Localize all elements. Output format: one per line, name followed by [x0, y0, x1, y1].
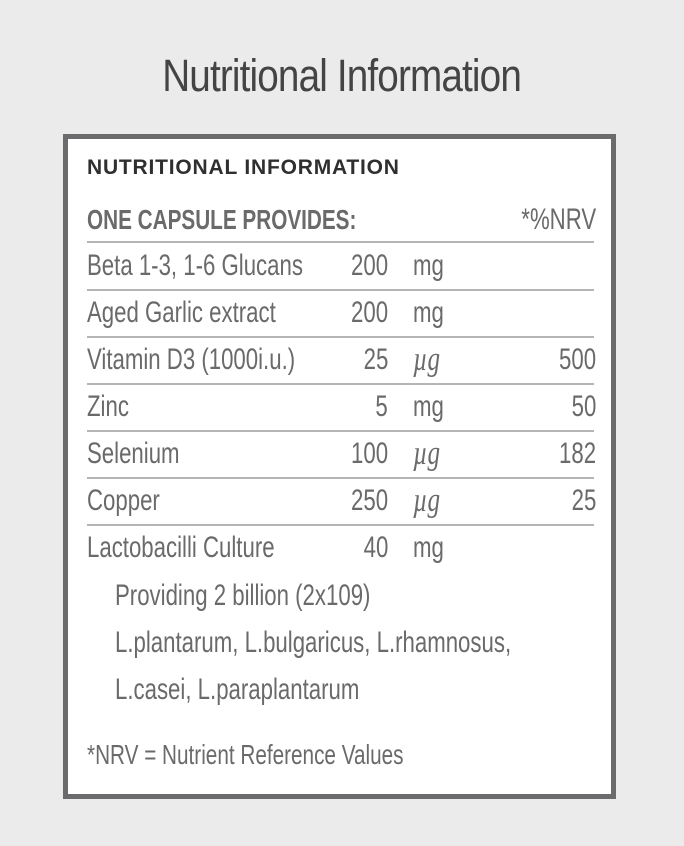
- table-row: [87, 431, 594, 479]
- page-title: [0, 50, 684, 102]
- nutrient-amount: 25: [363, 343, 388, 376]
- serving-subheading: ONE CAPSULE PROVIDES:: [87, 204, 357, 235]
- nutrition-panel: [63, 134, 616, 799]
- nutrient-name: Beta 1-3, 1-6 Glucans: [87, 249, 303, 282]
- nutrient-amount: 100: [350, 437, 388, 470]
- nutrient-nrv: 50: [571, 390, 596, 423]
- nutrient-unit: µg: [413, 482, 441, 519]
- nutrient-name: Selenium: [87, 437, 180, 470]
- nutrient-unit: mg: [413, 296, 444, 329]
- culture-detail-line: L.plantarum, L.bulgaricus, L.rhamnosus,: [115, 626, 512, 659]
- table-header-row: [87, 199, 594, 243]
- table-row: [87, 384, 594, 432]
- nutrient-nrv: 25: [571, 484, 596, 517]
- culture-detail-line: L.casei, L.paraplantarum: [115, 673, 360, 706]
- nutrient-unit: µg: [413, 341, 441, 378]
- nutrient-unit: mg: [413, 390, 444, 423]
- culture-detail-line: Providing 2 billion (2x109): [115, 579, 371, 612]
- table-row: [87, 525, 594, 571]
- nutrient-amount: 40: [363, 531, 388, 564]
- nutrient-name: Vitamin D3 (1000i.u.): [87, 343, 296, 376]
- nutrient-name: Zinc: [87, 390, 129, 423]
- nutrient-unit: mg: [413, 531, 444, 564]
- nutrient-amount: 200: [350, 296, 388, 329]
- nutrient-amount: 250: [350, 484, 388, 517]
- nutrient-amount: 200: [350, 249, 388, 282]
- nrv-footnote: *NRV = Nutrient Reference Values: [87, 739, 404, 770]
- nutrient-amount: 5: [375, 390, 388, 423]
- nrv-column-header: *%NRV: [521, 203, 596, 236]
- panel-heading: NUTRITIONAL INFORMATION: [87, 156, 400, 179]
- nutrient-nrv: 500: [558, 343, 596, 376]
- nutrient-name: Aged Garlic extract: [87, 296, 276, 329]
- nutrient-name: Lactobacilli Culture: [87, 531, 275, 564]
- nutrient-nrv: 182: [558, 437, 596, 470]
- nutrient-name: Copper: [87, 484, 160, 517]
- nutrient-unit: mg: [413, 249, 444, 282]
- table-row: [87, 290, 594, 338]
- nutrient-unit: µg: [413, 435, 441, 472]
- table-row: [87, 337, 594, 385]
- table-row: [87, 478, 594, 526]
- page-title-text: Nutritional Information: [162, 50, 522, 101]
- table-row: [87, 243, 594, 291]
